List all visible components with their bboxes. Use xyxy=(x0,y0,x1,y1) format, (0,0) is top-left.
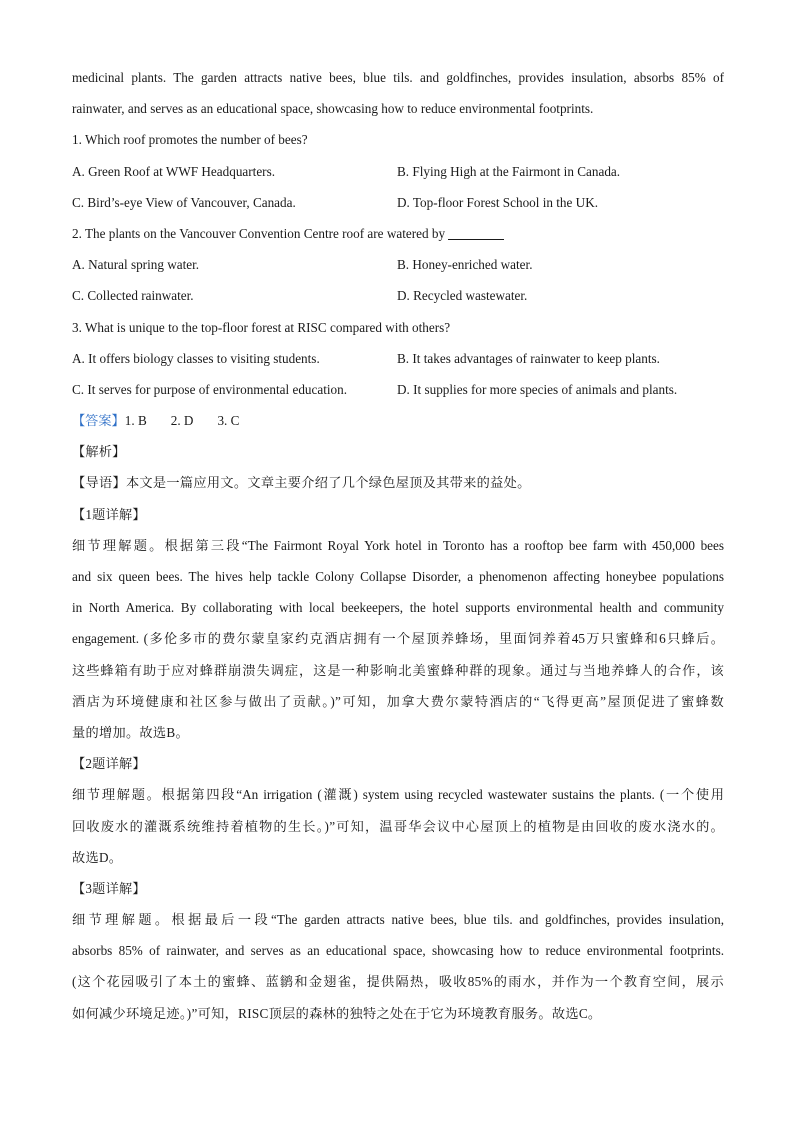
guide-paragraph: 【导语】本文是一篇应用文。文章主要介绍了几个绿色屋顶及其带来的益处。 xyxy=(72,475,531,491)
option-3c: C. It serves for purpose of environmental education. xyxy=(72,381,348,397)
option-1b: B. Flying High at the Fairmont in Canada. xyxy=(397,163,621,179)
passage-line: medicinal plants. The garden attracts native bees, blue tils. and goldfinches, provides insulation, absorbs 85% of xyxy=(72,70,724,85)
option-2a: A. Natural spring water. xyxy=(72,257,200,273)
options-row xyxy=(72,343,724,374)
answer-item: 3. C xyxy=(217,413,240,429)
detail-line: 如何减少环境足迹。)”可知，RISC顶层的森林的独特之处在于它为环境教育服务。故选C。 xyxy=(72,1005,602,1021)
options-row xyxy=(72,156,724,187)
option-3a: A. It offers biology classes to visiting students. xyxy=(72,350,320,366)
option-2b: B. Honey-enriched water. xyxy=(397,257,533,273)
answer-item: 1. B xyxy=(124,413,147,429)
detail-heading-2: 【2题详解】 xyxy=(72,756,146,772)
option-3b: B. It takes advantages of rainwater to keep plants. xyxy=(397,350,660,366)
options-row xyxy=(72,187,724,218)
detail-heading-1: 【1题详解】 xyxy=(72,506,146,522)
question-stem-1: 1. Which roof promotes the number of bees? xyxy=(72,132,308,148)
option-2d: D. Recycled wastewater. xyxy=(397,288,528,304)
answer-blank xyxy=(448,238,504,240)
passage-line: rainwater, and serves as an educational space, showcasing how to reduce environmental footprints. xyxy=(72,101,594,117)
answer-label: 【答案】 xyxy=(72,413,125,429)
analysis-heading: 【解析】 xyxy=(72,444,126,460)
question-stem-3: 3. What is unique to the top-floor forest at RISC compared with others? xyxy=(72,319,451,335)
detail-line: and six queen bees. The hives help tackle Colony Collapse Disorder, a phenomenon affecting honeybee populations xyxy=(72,569,724,584)
detail-line: 细节理解题。根据第四段“An irrigation (灌溉) system using recycled wastewater sustains the plants. (一个使用 xyxy=(72,787,724,803)
detail-line: absorbs 85% of rainwater, and serves as an educational space, showcasing how to reduce environmental footprints. xyxy=(72,943,724,959)
detail-line: 细节理解题。根据第三段“The Fairmont Royal York hotel in Toronto has a rooftop bee farm with 450,000 bees xyxy=(72,537,724,553)
options-row xyxy=(72,280,724,311)
detail-line: engagement. (多伦多市的费尔蒙皇家约克酒店拥有一个屋顶养蜂场，里面饲养着45万只蜜蜂和6只蜂后。 xyxy=(72,631,724,647)
detail-line: in North America. By collaborating with local beekeepers, the hotel supports environmental health and community xyxy=(72,600,724,616)
option-3d: D. It supplies for more species of animals and plants. xyxy=(397,381,678,397)
detail-line: 回收废水的灌溉系统维持着植物的生长。)”可知，温哥华会议中心屋顶上的植物是由回收的废水浇水的。 xyxy=(72,818,724,834)
detail-line: 酒店为环境健康和社区参与做出了贡献。)”可知，加拿大费尔蒙特酒店的“飞得更高”屋顶促进了蜜蜂数 xyxy=(72,693,724,709)
option-1c: C. Bird’s-eye View of Vancouver, Canada. xyxy=(72,194,296,210)
question-stem-2-text: 2. The plants on the Vancouver Convention Centre roof are watered by xyxy=(72,225,446,241)
answer-line xyxy=(72,405,724,436)
document-page xyxy=(72,62,724,1029)
detail-line: 细节理解题。根据最后一段“The garden attracts native bees, blue tils. and goldfinches, provides insulation, xyxy=(72,912,724,928)
answer-item: 2. D xyxy=(170,413,194,429)
detail-heading-3: 【3题详解】 xyxy=(72,880,146,896)
detail-line: (这个花园吸引了本土的蜜蜂、蓝鹟和金翅雀，提供隔热，吸收85%的雨水，并作为一个教育空间，展示 xyxy=(72,974,724,990)
question-stem-2 xyxy=(72,218,724,249)
detail-line: 量的增加。故选B。 xyxy=(72,724,189,740)
options-row xyxy=(72,249,724,280)
detail-line: 故选D。 xyxy=(72,849,123,865)
detail-line: 这些蜂箱有助于应对蜂群崩溃失调症，这是一种影响北美蜜蜂种群的现象。通过与当地养蜂人的合作，该 xyxy=(72,662,724,678)
option-1a: A. Green Roof at WWF Headquarters. xyxy=(72,163,275,179)
options-row xyxy=(72,374,724,405)
option-2c: C. Collected rainwater. xyxy=(72,288,194,304)
option-1d: D. Top-floor Forest School in the UK. xyxy=(397,194,599,210)
